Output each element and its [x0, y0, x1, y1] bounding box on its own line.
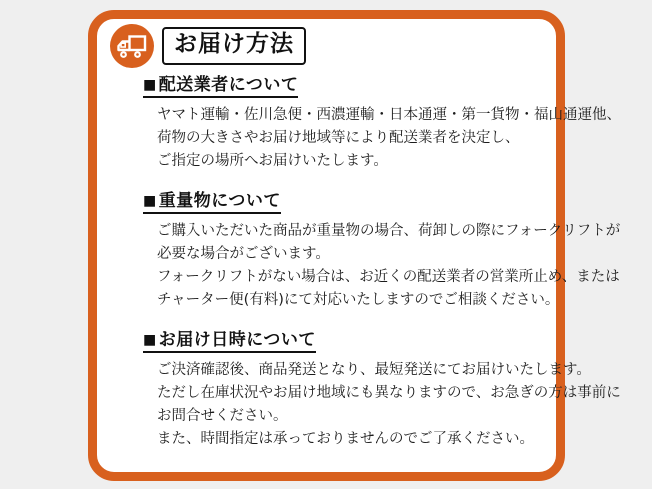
section-carriers	[143, 70, 621, 173]
section-heavy-items-heading	[143, 186, 281, 214]
body-line: ご決済確認後、商品発送となり、最短発送にてお届けいたします。	[157, 362, 591, 378]
body-line: ただし在庫状況やお届け地域にも異なりますので、お急ぎの方は事前に	[157, 385, 621, 401]
sections	[143, 70, 621, 451]
truck-icon	[110, 24, 154, 68]
body-line: また、時間指定は承っておりませんのでご了承ください。	[157, 431, 534, 447]
body-line: ご購入いただいた商品が重量物の場合、荷卸しの際にフォークリフトが	[157, 223, 621, 239]
section-heading-label: 重量物について	[158, 191, 281, 211]
section-carriers-body	[157, 104, 621, 173]
section-heavy-items	[143, 186, 621, 312]
body-line: ご指定の場所へお届けいたします。	[157, 153, 388, 169]
square-bullet-icon: ■	[143, 332, 157, 348]
section-delivery-date	[143, 325, 621, 451]
page-title: お届け方法	[162, 27, 306, 65]
section-carriers-heading	[143, 70, 298, 98]
square-bullet-icon: ■	[143, 77, 157, 93]
body-line: 荷物の大きさやお届け地域等により配送業者を決定し、	[157, 130, 520, 146]
section-heading-label: 配送業者について	[158, 75, 299, 95]
body-line: フォークリフトがない場合は、お近くの配送業者の営業所止め、または	[157, 269, 620, 285]
section-delivery-date-heading	[143, 325, 316, 353]
delivery-info-panel	[88, 10, 621, 481]
body-line: 必要な場合がございます。	[157, 246, 330, 262]
section-heading-label: お届け日時について	[158, 330, 316, 350]
section-delivery-date-body	[157, 359, 621, 451]
body-line: ヤマト運輸・佐川急便・西濃運輸・日本通運・第一貨物・福山通運他、	[157, 107, 621, 123]
title-row	[110, 24, 542, 68]
square-bullet-icon: ■	[143, 193, 157, 209]
body-line: お問合せください。	[157, 408, 288, 424]
section-heavy-items-body	[157, 220, 621, 312]
body-line: チャーター便(有料)にて対応いたしますのでご相談ください。	[157, 292, 560, 308]
